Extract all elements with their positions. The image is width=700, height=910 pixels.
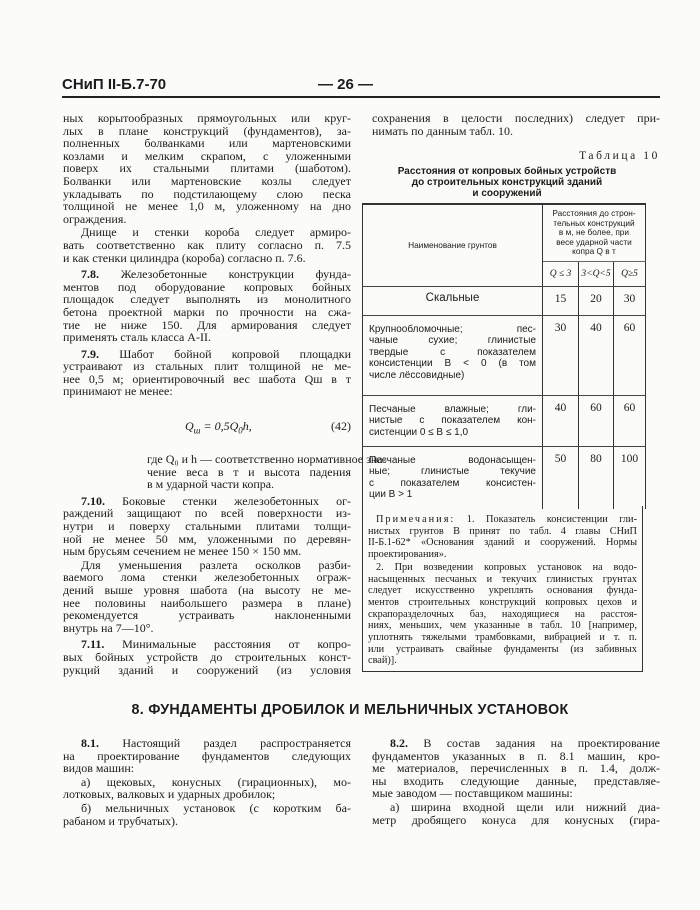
text-line <box>368 537 637 549</box>
header-line: в м, не более, при <box>558 227 630 238</box>
text-line <box>368 585 637 597</box>
line-text: укладывать по подстилающему слою песка <box>63 186 351 201</box>
paragraph <box>372 801 660 826</box>
line-text: ме материалов, перечисленных в п. 1.4, долж- <box>372 761 660 776</box>
left-paragraphs <box>63 112 351 398</box>
formula-42 <box>63 399 351 453</box>
line-text: принимают не менее: <box>63 384 173 399</box>
line-text: Минимальные расстояния от копро- <box>104 637 351 652</box>
value: 60 <box>579 396 614 447</box>
line-text: В состав задания на проектирование <box>408 736 660 750</box>
text-line <box>368 514 637 526</box>
line-text: внутрь на 7—10°. <box>63 620 154 635</box>
text-line <box>368 655 637 667</box>
line-text: систенции 0 ≤ B ≤ 1,0 <box>369 426 469 438</box>
soil-name <box>363 447 543 509</box>
paragraph <box>368 562 637 667</box>
line-text: площадок следует выполнять из монолитного <box>63 292 351 307</box>
line-text: ные; глинистые текучие <box>369 466 536 478</box>
line-text: бетона проектной марки по прочности на сжа- <box>63 304 351 319</box>
line-text: устраивают из стальных плит толщиной не ме- <box>63 359 351 374</box>
line-text: сохранения в целости последних) следует при- <box>372 111 660 125</box>
line-text: нимать по данным табл. 10. <box>372 123 513 138</box>
line-text: Шабот бойной копровой площадки <box>99 346 351 361</box>
col-header-distances <box>543 204 646 262</box>
table-row <box>363 316 646 396</box>
subheader-q-3-5: 3<Q<5 <box>579 262 614 287</box>
line-text: видов машин: <box>63 761 135 776</box>
text-line <box>369 478 536 489</box>
line-text: лых в плане конструкций (фундаментов), за- <box>63 123 351 138</box>
paragraph <box>63 452 387 492</box>
text-line <box>369 347 536 358</box>
line-text: метр дробящего конуса для конусных (гира- <box>372 812 660 827</box>
line-text: раждений защищают по всей поверхности из- <box>63 506 351 521</box>
line-text: где Q₀ и h — соответственно нормативное зна- <box>147 452 387 467</box>
text-line <box>63 252 351 265</box>
text-line <box>372 814 660 827</box>
soil-name-text <box>369 324 536 381</box>
distances-table <box>362 203 646 509</box>
line-text: применять сталь класса А-II. <box>63 330 211 345</box>
formula-q: Q <box>185 419 194 434</box>
line-text: б) мельничных установок (с коротким ба- <box>81 800 351 815</box>
line-text: а) щековых, конусных (гирационных), мо- <box>81 774 351 789</box>
page-number: — 26 — <box>318 76 374 93</box>
text-line <box>368 644 637 656</box>
document-code: СНиП II-Б.7-70 <box>62 76 167 93</box>
text-line <box>368 609 637 621</box>
table-notes <box>362 506 643 672</box>
line-text: на проектирование фундаментов следующих <box>63 748 351 763</box>
line-text: ции B > 1 <box>369 489 413 501</box>
soil-name <box>363 396 543 447</box>
table-row <box>363 287 646 316</box>
text-line <box>369 489 536 500</box>
line-text: Для уменьшения разлета осколков разби- <box>81 557 351 572</box>
value: 60 <box>614 316 646 396</box>
line-text: нутри и поверху стальными плитами толщи- <box>63 519 351 534</box>
text-line <box>369 335 536 346</box>
header-rule <box>62 96 660 98</box>
table-title-line: и сооружений <box>472 188 542 199</box>
text-line <box>369 370 536 381</box>
line-text: чаные сухие; глинистые <box>369 335 536 347</box>
text-line <box>63 545 351 558</box>
line-text: лотковых, валковых и ударных дробилок; <box>63 787 276 802</box>
line-text: ваемого лома стенки железобетонных ограж- <box>63 570 351 585</box>
right-top-text <box>372 112 660 137</box>
soil-name-text <box>369 404 536 438</box>
text-line <box>63 815 351 828</box>
paragraph <box>63 495 351 558</box>
line-text: нее 0,5 м; ориентировочный вес шабота Qш в т <box>63 371 351 386</box>
line-text: консистенции B < 0 (в том <box>369 358 536 370</box>
line-text: Крупнообломочные; пес- <box>369 324 536 335</box>
bottom-left-paragraphs <box>63 737 351 827</box>
line-text: и как стенки цилиндра (короба) согласно п. 7.6. <box>63 250 306 265</box>
line-text: ной не менее 50 мм, уложенными по деревян- <box>63 531 351 546</box>
value: 30 <box>543 316 579 396</box>
value: 100 <box>614 447 646 509</box>
line-text: нее половины наибольшего размера в плане) <box>63 595 351 610</box>
line-text: нистых грунтов B принят по табл. 4 главы СНиП <box>368 525 637 537</box>
header-line: Расстояния до строн- <box>552 208 636 218</box>
line-text: насыщенных песчаных и текучих глинистых грунтах <box>368 573 637 585</box>
table-title <box>372 166 642 199</box>
paragraph <box>63 737 351 775</box>
line-text: тие не ниже 150. Для армирования следует <box>63 317 351 332</box>
line-text: уплотнять тяжелыми трамбовками, вибрацией и т. п. <box>368 632 637 644</box>
line-text: проектирования». <box>368 549 447 561</box>
soil-name <box>363 316 543 396</box>
text-line <box>372 787 660 800</box>
paragraph <box>63 226 351 264</box>
equation-number: (42) <box>331 419 351 434</box>
line-text: фундаментов указанных в п. 8.1 машин, кро- <box>372 748 660 763</box>
paragraph <box>63 638 351 676</box>
line-text: поверх их стальными плитами (шаботом). <box>63 161 351 176</box>
table-title-line: до строительных конструкций зданий <box>411 177 603 188</box>
text-line <box>368 562 637 574</box>
line-text: козлами и мелким скрапом, с уложенными <box>63 148 351 163</box>
line-text: полненных болванками или мартеновскими <box>63 136 351 151</box>
paragraph <box>63 112 351 225</box>
paragraph-number: 8.2. <box>390 736 408 750</box>
paragraph-number: 7.10. <box>81 493 105 508</box>
text-line <box>369 466 536 477</box>
soil-name-text <box>369 455 536 501</box>
table-row <box>363 447 646 509</box>
line-text: Болванки или мартеновские козлы следует <box>63 173 351 188</box>
text-line <box>63 762 351 775</box>
line-text: твердые с показателем <box>369 346 536 358</box>
formula-end: h, <box>242 419 252 434</box>
right-top-paragraph <box>372 112 660 137</box>
line-text: Песчаные водонасыщен- <box>369 455 536 466</box>
formula <box>185 399 252 457</box>
line-text: Настоящий раздел распространяется <box>99 736 351 750</box>
text-line <box>63 385 351 398</box>
paragraph-number: 7.11. <box>81 637 105 652</box>
line-text: следует искусственно укреплять основания фунда- <box>368 585 637 597</box>
text-line <box>63 213 351 226</box>
text-line <box>368 620 637 632</box>
table-title-line: Расстояния от копровых бойных устройств <box>397 166 617 177</box>
text-line <box>368 597 637 609</box>
text-line <box>368 632 637 644</box>
text-line <box>369 404 536 415</box>
section-heading: 8. ФУНДАМЕНТЫ ДРОБИЛОК И МЕЛЬНИЧНЫХ УСТАНОВОК <box>131 702 569 718</box>
formula-q-sub: ш <box>193 425 201 436</box>
value: 50 <box>543 447 579 509</box>
value: 80 <box>579 447 614 509</box>
line-text: 2. При возведении копровых установок на водо- <box>376 561 637 573</box>
line-text: рекомендуется устраивать наклоненными <box>63 608 351 623</box>
value: 40 <box>543 396 579 447</box>
line-text: ниях, меньших, чем указанные в табл. 10 [например, <box>368 620 637 632</box>
value: 60 <box>614 396 646 447</box>
line-text: ментов строительных конструкций копровых цехов и <box>368 596 637 608</box>
paragraph-number: 8.1. <box>81 736 99 750</box>
table-caption: Таблица 10 <box>579 150 660 162</box>
paragraph <box>63 802 351 827</box>
paragraph <box>63 348 351 398</box>
line-text: или устраивать свайные фундаменты (из забивных <box>368 643 637 655</box>
text-line <box>63 331 351 344</box>
line-text: ных корытообразных прямоугольных или круг- <box>63 111 351 125</box>
line-text: II-Б.1-62* «Основания зданий и сооружений. Нормы <box>368 537 637 549</box>
paragraph-number: 7.9. <box>81 346 99 361</box>
text-line <box>369 427 536 438</box>
paragraph <box>63 776 351 801</box>
line-text: рабаном и трубчатых). <box>63 813 179 828</box>
notes-paragraphs <box>368 514 637 667</box>
paragraph-number: 7.8. <box>81 267 99 282</box>
text-line <box>368 526 637 538</box>
formula-mid: = 0,5Q <box>200 419 239 434</box>
paragraph <box>63 268 351 344</box>
text-line <box>369 358 536 369</box>
bottom-left-column <box>63 737 351 828</box>
text-line <box>368 574 637 586</box>
line-text: дений выше уровня шабота (на высоту не ме- <box>63 583 351 597</box>
text-line <box>63 788 351 801</box>
value: 30 <box>614 287 646 316</box>
text-line <box>369 415 536 426</box>
line-text: Днище и стенки короба следует армиро- <box>81 225 351 240</box>
line-text: вать соответственно как плиту согласно п. 7.5 <box>63 237 351 252</box>
line-text: Песчаные влажные; гли- <box>369 404 536 415</box>
line-text: с показателем консистен- <box>369 477 536 489</box>
paragraph <box>368 514 637 561</box>
line-text: в м ударной части копра. <box>147 477 275 492</box>
paragraph <box>63 559 351 635</box>
text-line <box>372 125 660 138</box>
line-text: Боковые стенки железобетонных ог- <box>105 493 351 508</box>
text-line <box>63 622 351 635</box>
notes-label: Примечания: <box>376 514 456 525</box>
line-text: ментов под оборудование копровых бойных <box>63 279 351 294</box>
text-line <box>369 455 536 466</box>
line-text: ным брусьям сечением не менее 150 × 150 мм. <box>63 544 302 559</box>
value: 15 <box>543 287 579 316</box>
text-line <box>368 549 637 561</box>
text-line <box>63 478 351 491</box>
text-line <box>63 664 351 677</box>
line-text: а) ширина входной щели или нижний диа- <box>390 799 660 814</box>
line-text: ограждения. <box>63 211 127 226</box>
value: 40 <box>579 316 614 396</box>
paragraph <box>372 737 660 800</box>
line-text: 1. Показатель консистенции гли- <box>455 514 637 525</box>
line-text: мые заводом — поставщиком машины: <box>372 786 573 801</box>
line-text: чение веса в т и высота падения <box>147 464 351 479</box>
line-text: числе лёссовидные) <box>369 369 465 381</box>
line-text: вых бойных устройств до строительных конст- <box>63 649 351 664</box>
line-text: скрапоразделочных баз, находящиеся на расстоя- <box>368 608 637 620</box>
header-line: весе ударной части <box>556 236 632 247</box>
table-row <box>363 396 646 447</box>
line-text: нистые с показателем кон- <box>369 415 536 427</box>
value: 20 <box>579 287 614 316</box>
subheader-q-ge-5: Q≥5 <box>614 262 646 287</box>
line-text: Железобетонные конструкции фунда- <box>99 267 351 282</box>
col-header-soil: Наименование грунтов <box>363 204 543 287</box>
line-text: толщиной не менее 1,0 м, уложенному на дно <box>63 199 351 214</box>
header-line: тельных конструкций <box>553 217 635 228</box>
header-line: копра Q в т <box>572 246 616 257</box>
text-line <box>369 324 536 335</box>
subheader-q-le-3: Q ≤ 3 <box>543 262 579 287</box>
bottom-right-column <box>372 737 660 827</box>
soil-name: Скальные <box>363 287 543 316</box>
formula-q0-sub: 0 <box>238 425 243 436</box>
line-text: свай)]. <box>368 655 397 667</box>
line-text: рукций зданий и сооружений (из условия <box>63 662 351 677</box>
bottom-right-paragraphs <box>372 737 660 826</box>
line-text: ны входить следующие данные, представляе- <box>372 773 660 788</box>
